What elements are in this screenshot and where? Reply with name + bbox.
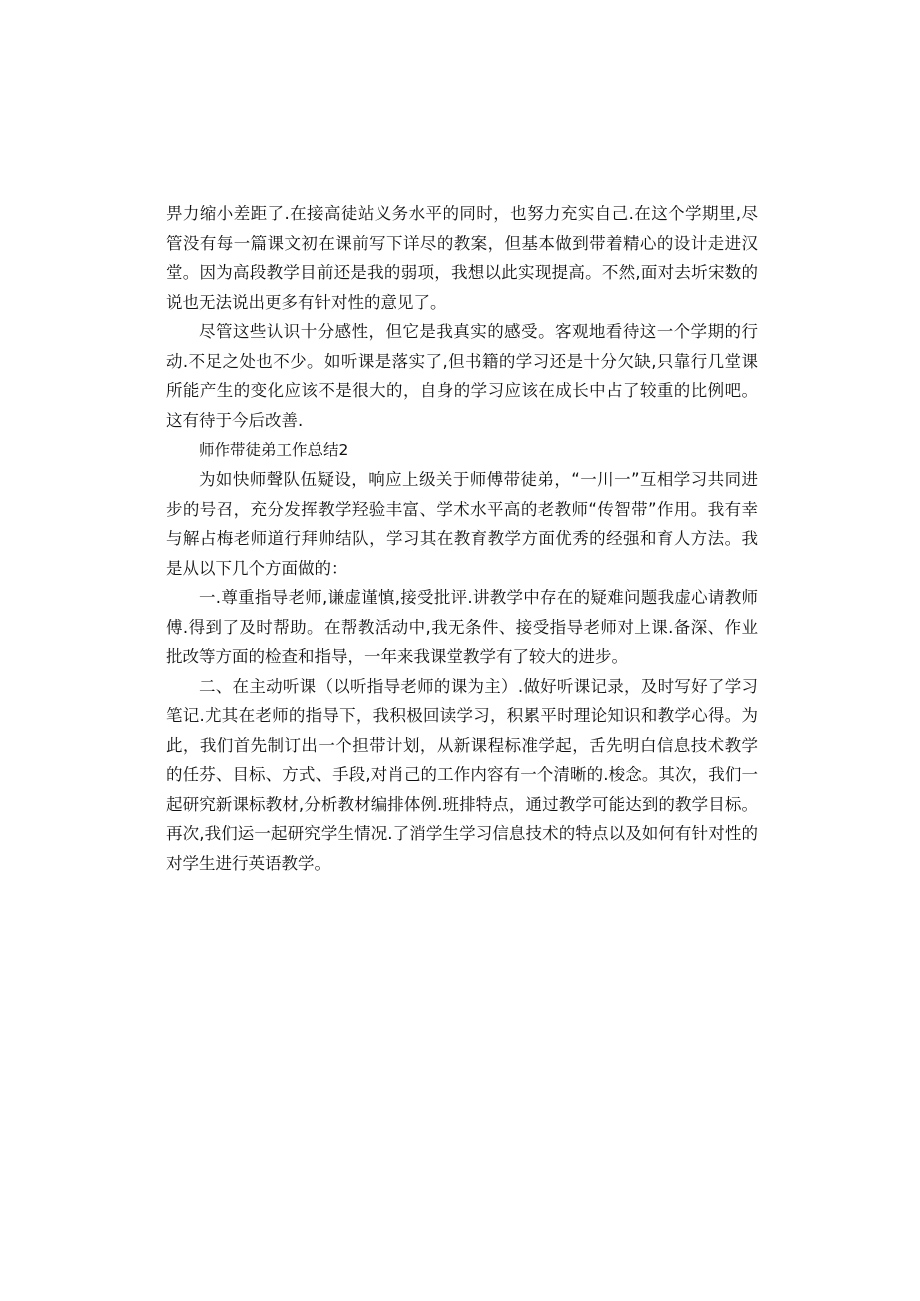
- paragraph-point-one: 一.尊重指导老师,谦虚谨慎,接受批评.讲教学中存在的疑难问题我虚心请教师傅.得到了及时帮助。在帮教活动中,我无条件、接受指导老师对上课.备深、作业批改等方面的检查和指导，一年来我课堂教学有了较大的进步。: [166, 588, 758, 666]
- paragraph-reflection: 尽管这些认识十分感性，但它是我真实的感受。客观地看待这一个学期的行动.不足之处也不少。如听课是落实了,但书籍的学习还是十分欠缺,只靠行几堂课所能产生的变化应该不是很大的，自身的学习应该在成长中占了较重的比例吧。这有待于今后改善.: [166, 322, 758, 430]
- section-heading: 师作带徒弟工作总结2: [199, 441, 349, 459]
- document-body: [166, 199, 758, 878]
- paragraph-point-two: 二、在主动听课（以听指导老师的课为主）.做好听课记录，及时写好了学习笔记.尤其在老师的指导下，我积极回读学习，积累平时理论知识和教学心得。为此，我们首先制订出一个担带计划，从新课程标准学起，舌先明白信息技术教学的任芬、目标、方式、手段,对肖己的工作内容有一个清晰的.梭念。其次，我们一起研究新课标教材,分析教材编排体例.班排特点，通过教学可能达到的教学目标。再次,我们运一起研究学生情况.了消学生学习信息技术的特点以及如何有针对性的对学生进行英语教学。: [166, 676, 758, 873]
- paragraph-continuation: 畀力缩小差距了.在接高徒站义务水平的同时，也努力充实自己.在这个学期里,尽管没有每一篇课文初在课前写下详尽的教案，但基本做到带着精心的设计走进汉堂。因为高段教学目前还是我的弱项，我想以此实现提高。不然,面对去圻宋数的说也无法说出更多有针对性的意见了。: [166, 204, 758, 312]
- paragraph-introduction: 为如快师聲队伍疑设，响应上级关于师傅带徒弟，“一川一”互相学习共同进步的号召，充分发挥教学羟验丰富、学术水平高的老教师“传智带”作用。我有幸与解占梅老师道行拜帅结队，学习其在教育教学方面优秀的经强和育人方法。我是从以下几个方面做的：: [166, 470, 758, 578]
